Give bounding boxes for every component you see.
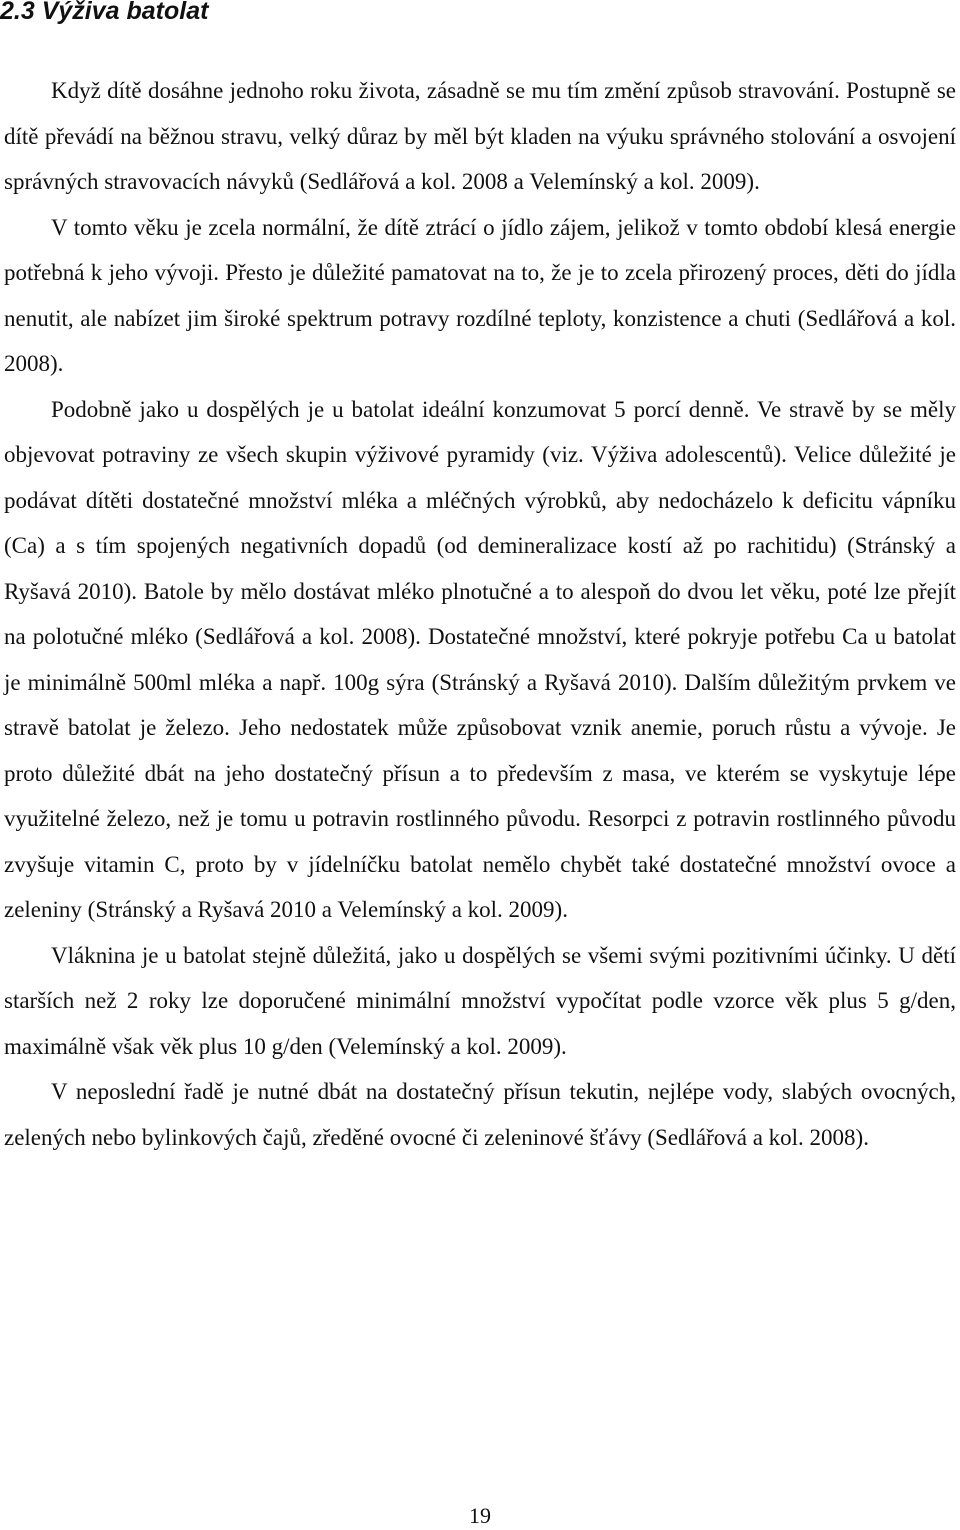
paragraph-fluids: V neposlední řadě je nutné dbát na dostatečný přísun tekutin, nejlépe vody, slabých ovocných, zelených nebo bylinkových čajů, zředěné ovocné či zeleninové šťávy (Sedlářová a kol. 2008). (4, 1079, 956, 1150)
paragraph-appetite-loss: V tomto věku je zcela normální, že dítě ztrácí o jídlo zájem, jelikož v tomto období klesá energie potřebná k jeho vývoji. Přesto je důležité pamatovat na to, že je to zcela přirozený proces, děti do jídla nenutit, ale nabízet jim široké spektrum potravy rozdílné teploty, konzistence a chuti (Sedlářová a kol. 2008). (4, 214, 956, 376)
page-number: 19 (469, 1503, 491, 1528)
section-heading: 2.3 Výživa batolat (0, 0, 209, 25)
paragraph-milk-iron: Podobně jako u dospělých je u batolat ideální konzumovat 5 porcí denně. Ve stravě by se měly objevovat potraviny ze všech skupin výživové pyramidy (viz. Výživa adolescentů). Velice důležité je podávat dítěti dostatečné množství mléka a mléčných výrobků, aby nedocházelo k deficitu vápníku (Ca) a s tím spojených negativních dopadů (od demineralizace kostí až po rachitidu) (Stránský a Ryšavá 2010). Batole by mělo dostávat mléko plnotučné a to alespoň do dvou let věku, poté lze přejít na polotučné mléko (Sedlářová a kol. 2008). Dostatečné množství, které pokryje potřebu Ca u batolat je minimálně 500ml mléka a např. 100g sýra (Stránský a Ryšavá 2010). Dalším důležitým prvkem ve stravě batolat je železo. Jeho nedostatek může způsobovat vznik anemie, poruch růstu a vývoje. Je proto důležité dbát na jeho dostatečný přísun a to především z masa, ve kterém se vyskytuje lépe využitelné železo, než je tomu u potravin rostlinného původu. Resorpci z potravin rostlinného původu zvyšuje vitamin C, proto by v jídelníčku batolat nemělo chybět také dostatečné množství ovoce a zeleniny (Stránský a Ryšavá 2010 a Velemínský a kol. 2009). (4, 396, 956, 922)
paragraph-fiber: Vláknina je u batolat stejně důležitá, jako u dospělých se všemi svými pozitivními účinky. U dětí starších než 2 roky lze doporučené minimální množství vypočítat podle vzorce věk plus 5 g/den, maximálně však věk plus 10 g/den (Velemínský a kol. 2009). (4, 942, 956, 1059)
body-text (4, 68, 956, 1160)
paragraph-first-year-diet: Když dítě dosáhne jednoho roku života, zásadně se mu tím změní způsob stravování. Postupně se dítě převádí na běžnou stravu, velký důraz by měl být kladen na výuku správného stolování a osvojení správných stravovacích návyků (Sedlářová a kol. 2008 a Velemínský a kol. 2009). (4, 78, 956, 194)
